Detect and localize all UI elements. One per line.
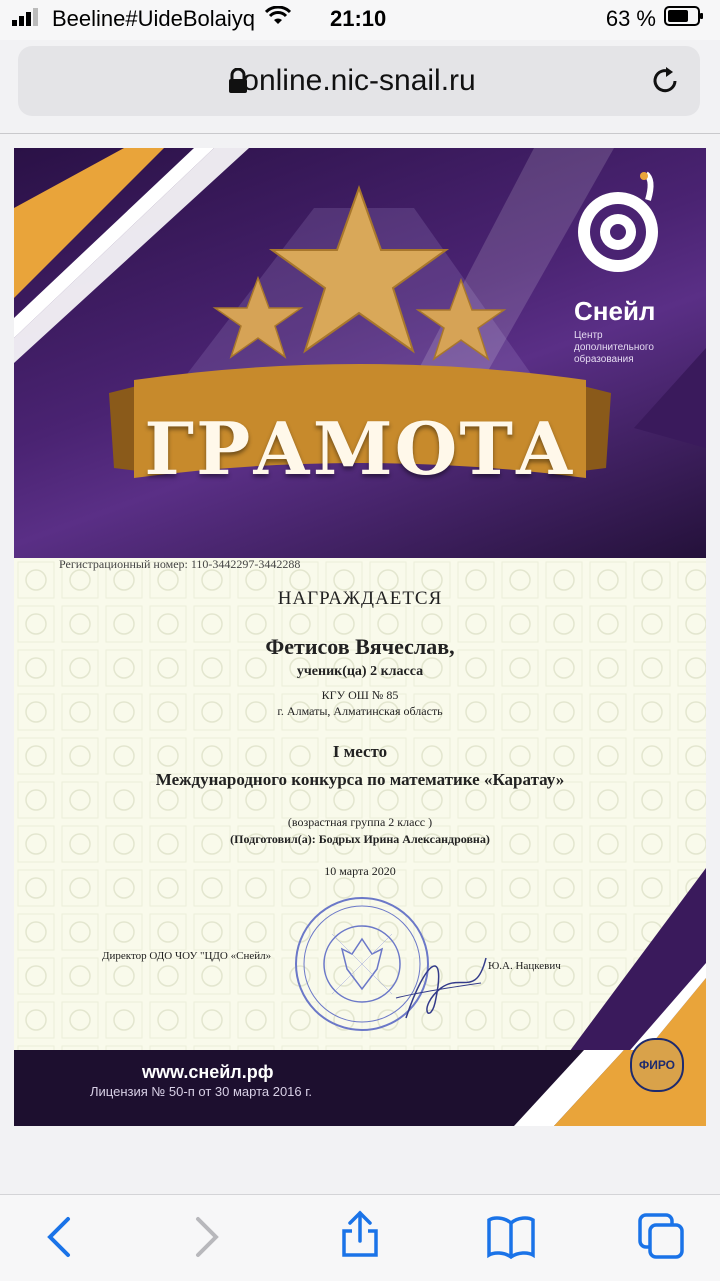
tabs-icon[interactable] [636,1211,686,1266]
brand-subtitle: Центр дополнительного образования [574,330,654,365]
website: www.снейл.рф [142,1062,274,1082]
school-name: КГУ ОШ № 85 [321,688,399,702]
contest-name: Международного конкурса по математике «Каратау» [155,770,565,789]
wifi-icon [265,6,291,32]
license: Лицензия № 50-п от 30 марта 2016 г. [90,1084,313,1099]
school-city: г. Алматы, Алматинская область [277,704,443,718]
clock: 21:10 [330,6,387,31]
brand-logo [572,170,702,365]
battery-icon [664,6,704,32]
age-group: (возрастная группа 2 класс ) [287,815,433,829]
award-date: 10 марта 2020 [324,864,396,878]
battery-percent: 63 % [605,6,656,31]
director-name: Ю.А. Нацкевич [488,960,561,972]
brand-name: Снейл [574,296,656,326]
firo-badge: ФИРО [630,1038,684,1092]
snail-logo-icon [572,170,672,280]
place-label: I место [332,742,388,761]
awarded-label: НАГРАЖДАЕТСЯ [277,588,443,609]
address-bar[interactable] [18,46,700,116]
carrier-name: Beeline#UideBolaiyq [52,6,256,31]
bookmarks-icon[interactable] [486,1215,536,1264]
certificate [14,148,706,1126]
signal-icon [12,6,42,32]
back-icon[interactable] [42,1215,76,1264]
share-icon[interactable] [338,1209,382,1264]
forward-icon[interactable] [190,1215,224,1264]
url-text[interactable]: online.nic-snail.ru [242,64,476,97]
signature [386,938,496,1038]
certificate-footer [14,1050,706,1126]
browser-toolbar [0,1194,720,1281]
hero-banner [14,148,706,558]
director-label: Директор ОДО ЧОУ "ЦДО «Снейл» [102,950,272,962]
recipient-name: Фетисов Вячеслав, [265,634,455,659]
registration-number: Регистрационный номер: 110-3442297-3442288 [59,557,301,571]
recipient-grade: ученик(ца) 2 класса [296,664,424,679]
reload-icon[interactable] [648,64,682,103]
prepared-by: (Подготовил(а): Бодрых Ирина Александровна) [230,832,490,846]
certificate-title: ГРАМОТА [144,406,576,491]
divider [0,133,720,134]
status-bar [0,0,720,40]
